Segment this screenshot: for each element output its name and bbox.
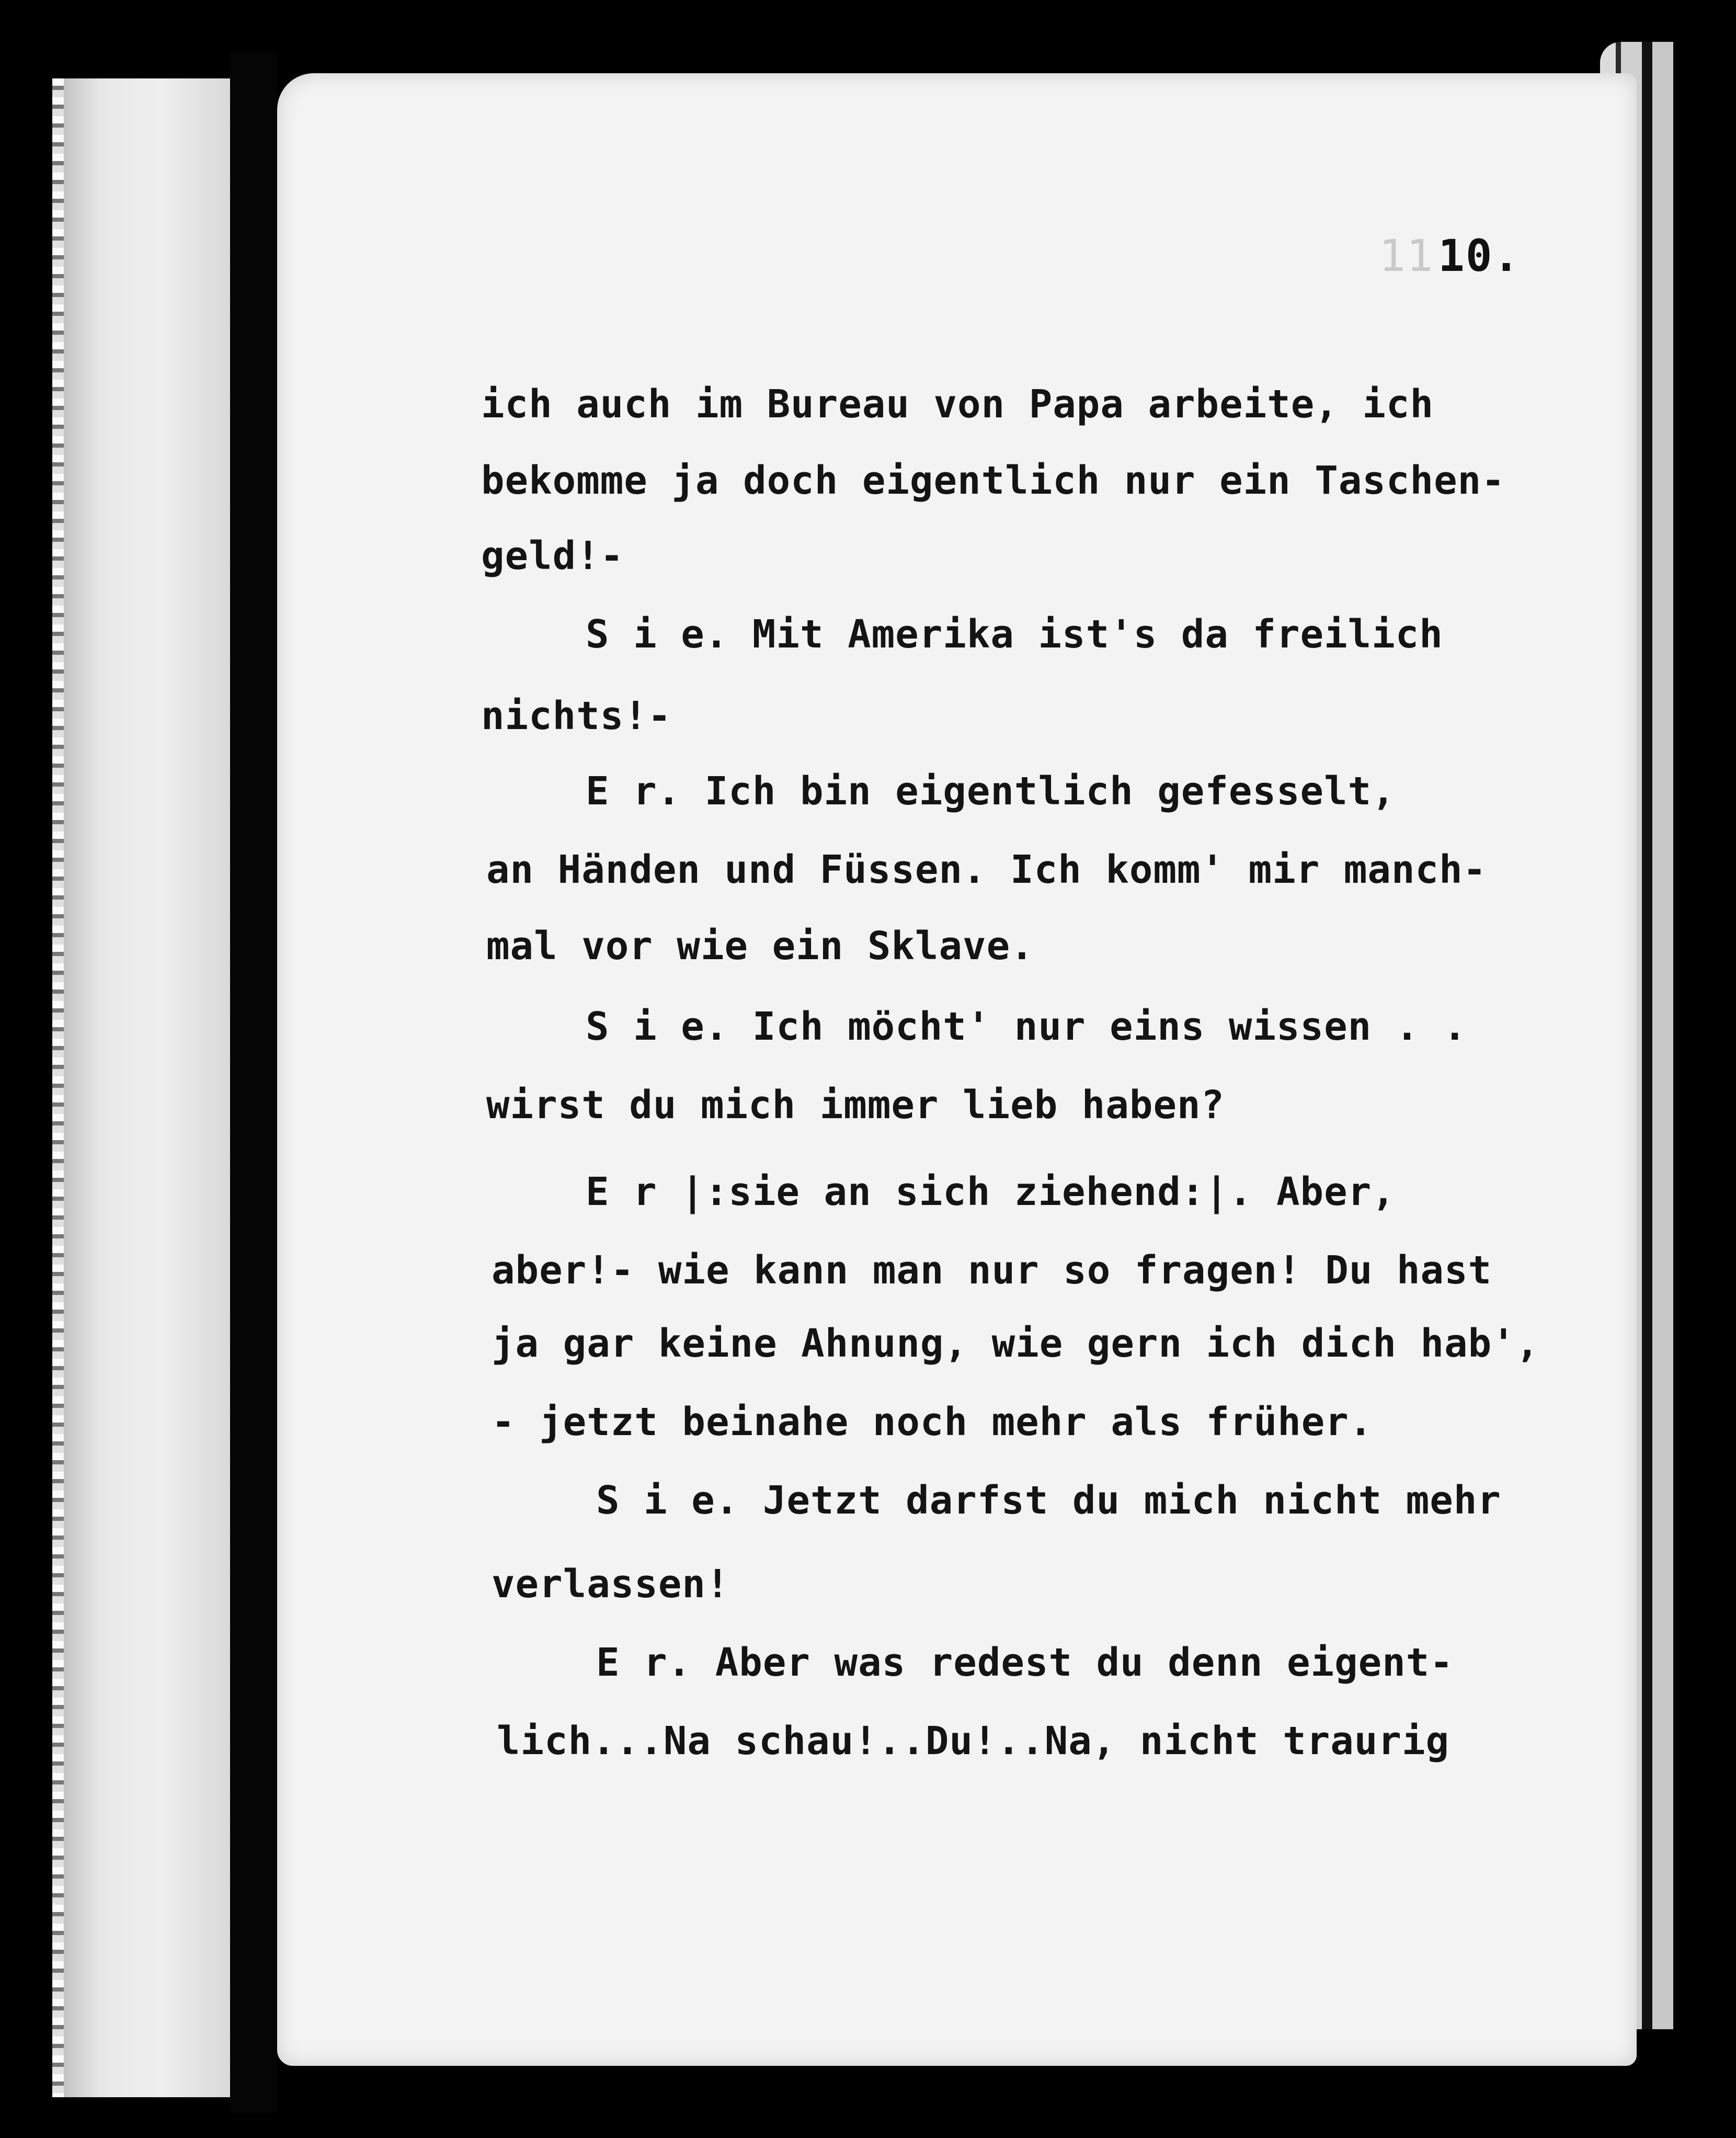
- book-gutter: [230, 52, 277, 2113]
- text-line: geld!-: [481, 533, 624, 578]
- facing-page: [58, 78, 230, 2097]
- text-line: mal vor wie ein Sklave.: [486, 924, 1034, 969]
- text-line: lich...Na schau!..Du!..Na, nicht traurig: [497, 1719, 1450, 1764]
- text-line: ich auch im Bureau von Papa arbeite, ich: [481, 382, 1434, 427]
- text-line: S i e. Jetzt darfst du mich nicht mehr: [596, 1478, 1501, 1523]
- text-line: S i e. Ich möcht' nur eins wissen . .: [586, 1004, 1467, 1049]
- page-number-value: 10.: [1438, 230, 1521, 281]
- text-line: ja gar keine Ahnung, wie gern ich dich hab',: [492, 1321, 1540, 1366]
- text-line: S i e. Mit Amerika ist's da freilich: [586, 612, 1443, 657]
- text-line: an Händen und Füssen. Ich komm' mir manch-: [486, 847, 1487, 892]
- text-line: nichts!-: [481, 693, 672, 738]
- text-line: - jetzt beinahe noch mehr als früher.: [492, 1400, 1373, 1445]
- page-number: [1379, 230, 1521, 281]
- text-line: verlassen!: [492, 1562, 730, 1607]
- text-line: E r. Aber was redest du denn eigent-: [596, 1640, 1454, 1685]
- facing-page-edge: [52, 78, 64, 2097]
- page-number-faint: 11: [1379, 230, 1434, 281]
- text-line: E r |:sie an sich ziehend:|. Aber,: [586, 1169, 1396, 1214]
- text-line: aber!- wie kann man nur so fragen! Du hast: [492, 1248, 1492, 1293]
- typescript-page: [277, 73, 1637, 2066]
- text-line: wirst du mich immer lieb haben?: [486, 1083, 1225, 1128]
- text-line: bekomme ja doch eigentlich nur ein Taschen-: [481, 458, 1505, 503]
- text-line: E r. Ich bin eigentlich gefesselt,: [586, 769, 1396, 814]
